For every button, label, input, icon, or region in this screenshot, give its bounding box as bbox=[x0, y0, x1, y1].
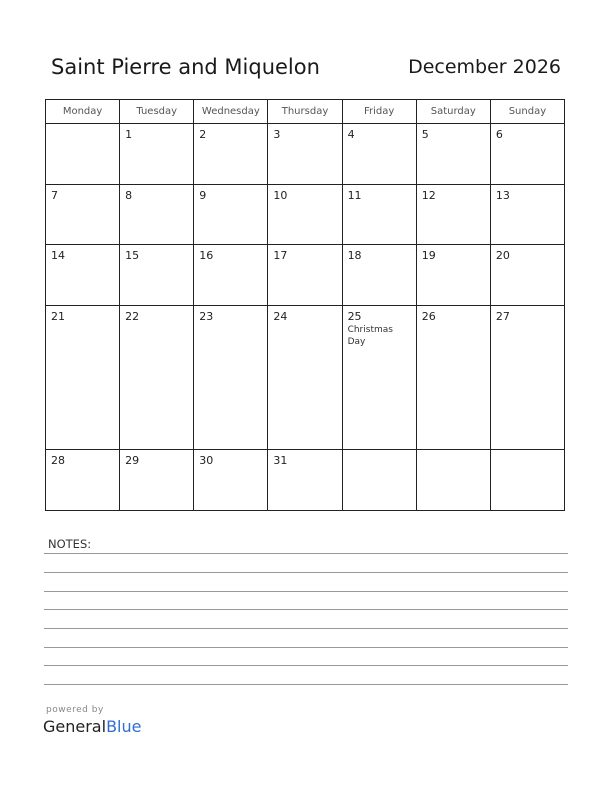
day-number: 28 bbox=[51, 454, 65, 468]
day-cell bbox=[342, 124, 416, 185]
day-cell bbox=[416, 184, 490, 245]
day-number: 12 bbox=[421, 188, 436, 202]
note-line bbox=[44, 628, 568, 629]
day-number: 18 bbox=[347, 249, 362, 263]
day-cell bbox=[416, 124, 490, 185]
day-number: 19 bbox=[421, 249, 436, 263]
day-number: 16 bbox=[199, 249, 214, 263]
day-cell bbox=[46, 124, 120, 185]
week-row bbox=[46, 124, 565, 185]
day-cell bbox=[490, 184, 564, 245]
weekday-thursday: Thursday bbox=[268, 100, 342, 124]
day-cell bbox=[268, 184, 342, 245]
week-row bbox=[46, 305, 565, 450]
weekday-monday: Monday bbox=[46, 100, 120, 124]
note-line bbox=[44, 684, 568, 685]
note-line bbox=[44, 665, 568, 666]
day-number: 17 bbox=[273, 249, 288, 263]
day-cell bbox=[46, 245, 120, 306]
day-cell bbox=[120, 450, 194, 511]
day-number: 5 bbox=[421, 128, 429, 141]
day-cell bbox=[416, 305, 490, 450]
day-cell bbox=[416, 245, 490, 306]
day-cell bbox=[268, 245, 342, 306]
note-line bbox=[44, 609, 568, 610]
week-row bbox=[46, 184, 565, 245]
day-cell bbox=[490, 450, 564, 511]
week-row bbox=[46, 450, 565, 511]
holiday-event: Christmas Day bbox=[347, 324, 393, 347]
day-number: 1 bbox=[125, 128, 133, 141]
brand-general: General bbox=[43, 717, 107, 736]
day-number: 11 bbox=[347, 188, 362, 202]
weekday-saturday: Saturday bbox=[416, 100, 490, 124]
note-line bbox=[44, 553, 568, 554]
day-cell bbox=[416, 450, 490, 511]
day-cell bbox=[490, 245, 564, 306]
day-cell bbox=[268, 450, 342, 511]
day-cell bbox=[194, 450, 268, 511]
powered-by-text: powered by bbox=[46, 705, 104, 715]
note-line bbox=[44, 647, 568, 648]
day-cell bbox=[268, 124, 342, 185]
day-number: 26 bbox=[421, 309, 436, 323]
day-number: 22 bbox=[125, 309, 140, 323]
day-cell bbox=[120, 305, 194, 450]
day-cell bbox=[120, 124, 194, 185]
day-cell bbox=[490, 124, 564, 185]
day-number: 24 bbox=[273, 309, 288, 323]
day-number: 14 bbox=[51, 249, 65, 263]
brand-blue: Blue bbox=[106, 717, 142, 736]
day-cell bbox=[194, 245, 268, 306]
weekday-friday: Friday bbox=[342, 100, 416, 124]
day-cell bbox=[342, 184, 416, 245]
day-number: 20 bbox=[495, 249, 510, 263]
day-cell bbox=[46, 184, 120, 245]
day-cell bbox=[120, 245, 194, 306]
weekday-wednesday: Wednesday bbox=[194, 100, 268, 124]
day-number: 21 bbox=[51, 309, 65, 323]
day-number: 23 bbox=[199, 309, 214, 323]
weekday-sunday: Sunday bbox=[490, 100, 564, 124]
note-line bbox=[44, 572, 568, 573]
generalblue-logo[interactable] bbox=[43, 717, 141, 736]
day-cell bbox=[342, 450, 416, 511]
week-row bbox=[46, 245, 565, 306]
day-cell bbox=[342, 245, 416, 306]
notes-label: NOTES: bbox=[48, 537, 92, 551]
day-cell bbox=[46, 450, 120, 511]
day-cell bbox=[268, 305, 342, 450]
weekday-header-row bbox=[46, 100, 565, 124]
day-number: 31 bbox=[273, 454, 288, 468]
day-number: 3 bbox=[273, 128, 281, 141]
day-cell bbox=[194, 184, 268, 245]
day-number: 29 bbox=[125, 454, 140, 468]
day-number: 2 bbox=[199, 128, 207, 141]
day-cell bbox=[194, 305, 268, 450]
day-number: 15 bbox=[125, 249, 140, 263]
day-cell bbox=[194, 124, 268, 185]
day-cell bbox=[46, 305, 120, 450]
day-number: 9 bbox=[199, 188, 207, 202]
day-number: 7 bbox=[51, 188, 58, 202]
day-cell bbox=[490, 305, 564, 450]
day-number: 13 bbox=[495, 188, 510, 202]
day-cell bbox=[120, 184, 194, 245]
day-number: 8 bbox=[125, 188, 133, 202]
day-number: 30 bbox=[199, 454, 214, 468]
month-label: December 2026 bbox=[408, 56, 561, 78]
day-number: 27 bbox=[495, 309, 510, 323]
weekday-tuesday: Tuesday bbox=[120, 100, 194, 124]
calendar-grid bbox=[45, 99, 565, 511]
day-number: 25 bbox=[347, 309, 362, 323]
page-title: Saint Pierre and Miquelon bbox=[51, 55, 320, 79]
note-line bbox=[44, 591, 568, 592]
day-cell bbox=[342, 305, 416, 450]
day-number: 4 bbox=[347, 128, 355, 141]
day-number: 10 bbox=[273, 188, 288, 202]
day-number: 6 bbox=[495, 128, 503, 141]
